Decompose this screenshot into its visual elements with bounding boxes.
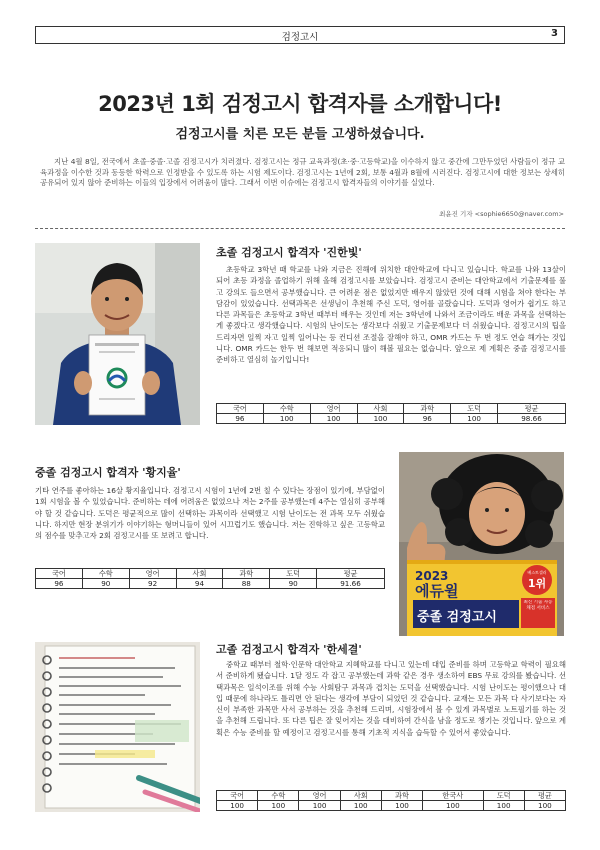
score-table-value-row [36, 579, 385, 589]
byline: 최윤진 기자 <sophie6650@naver.com> [439, 210, 564, 218]
score-header-cell: 한국사 [423, 791, 483, 801]
score-value-cell: 100 [310, 414, 357, 424]
score-value-cell: 100 [263, 414, 310, 424]
score-value-cell: 100 [451, 414, 498, 424]
score-value-cell: 100 [423, 801, 483, 811]
score-header-cell: 도덕 [270, 569, 317, 579]
section-divider [35, 228, 565, 229]
book-brand: 에듀윌 [415, 582, 459, 600]
badge-label: 베스트셀러 [527, 570, 547, 575]
score-header-cell: 국어 [217, 404, 264, 414]
page-header [35, 26, 565, 44]
score-table-header-row [36, 569, 385, 579]
score-table-value-row [217, 801, 566, 811]
score-value-cell: 100 [340, 801, 381, 811]
header-title: 검정고시 [281, 32, 319, 43]
score-value-cell: 91.66 [317, 579, 385, 589]
score-value-cell: 88 [223, 579, 270, 589]
photo-student-1 [35, 243, 200, 425]
score-header-cell: 사회 [340, 791, 381, 801]
photo-student-2 [399, 452, 564, 636]
score-table-header-row [217, 404, 566, 414]
score-value-cell: 98.66 [498, 414, 566, 424]
score-header-cell: 평균 [524, 791, 565, 801]
score-value-cell: 94 [176, 579, 223, 589]
score-header-cell: 사회 [176, 569, 223, 579]
badge-rank: 1위 [527, 577, 547, 590]
score-value-cell: 96 [36, 579, 83, 589]
page-number: 3 [551, 28, 558, 39]
section-title-high: 고졸 검정고시 합격자 '한세결' [216, 643, 362, 656]
score-header-cell: 수학 [263, 404, 310, 414]
score-value-cell: 96 [404, 414, 451, 424]
book-title: 중졸 검정고시 [417, 610, 497, 625]
score-header-cell: 과학 [223, 569, 270, 579]
intro-paragraph: 지난 4월 8일, 전국에서 초졸·중졸·고졸 검정고시가 치러졌다. 검정고시는 정규 교육과정(초·중·고등학교)을 이수하지 않고 중간에 그만두었던 사람들이 정규 교육과정을 이수한 것과 동등한 학력으로 인정받을 수 있도록 하는 시험 제도이다. 검정고시는 1년에 2회, 보통 4월과 8월에 시러진다. 검정고시에 대한 정보는 상세히 공유되어 있지 않아 준비하는 이들의 입장에서 어려움이 많다. 그래서 이번 이슈에는 검정고시 합격자들의 이야기를 실었다. [40, 157, 565, 188]
score-header-cell: 영어 [310, 404, 357, 414]
book-year: 2023 [415, 569, 449, 583]
score-header-cell: 과학 [404, 404, 451, 414]
section-body-elementary: 초등학교 3학년 때 학교를 나와 지금은 진해에 위치한 대안학교에 다니고 있습니다. 학교를 나와 13살이 되어 초등 과정을 졸업하기 위해 올해 검정고시를 보았습니다. 검정고시 준비는 대안학교에서 기출문제를 풀고 강의도 들으면서 공부했습니다. 큰 어려운 점은 없었지만 배우지 않았던 것에 대해 시험을 쳐야 한다는 부담감이 있었습니다. 선택과목은 선생님이 추천해 주신 도덕, 영어를 골랐습니다. 도덕과 영어가 쉽기도 하고 다른 과목들은 초등학교 3학년 때부터 배우는 것인데 저는 3학년에 나와서 조금이라도 배운 과목을 선택하는 게 좋겠다고 생각했습니다. 시험의 난이도는 생각보다 쉬웠고 기출문제보다 더 쉬웠습니다. 검정고시의 팁을 드리자면 일찍 자고 일찍 일어나는 등 컨디션 조절을 잘해야 하고, OMR 카드는 두 번 정도 연습 해가는 것입니다. OMR 카드는 한두 번 해보면 적응되니 많이 해볼 필요는 없습니다. 앞으로 제 계획은 중졸 검정고시를 준비하고 열심히 놀기입니다! [216, 265, 566, 364]
score-header-cell: 수학 [82, 569, 129, 579]
section-title-middle: 중졸 검정고시 합격자 '황지율' [35, 466, 181, 479]
score-value-cell: 100 [381, 801, 422, 811]
section-body-middle: 기타 연주를 좋아하는 16살 황지율입니다. 검정고시 시험이 1년에 2번 칠 수 있다는 장점이 있기에, 부담없이 1회 시험을 볼 수 있었습니다. 준비하는 데에 어려움은 없었으나 저는 2주를 공부했는데 4주는 열심히 공부해야 할 것 같습니다. 도덕은 평균적으로 많이 선택하는 과목이라 선택했고 시험 난이도는 전 과목 모두 쉬웠습니다. 하지만 현장 분위기가 이야기하는 형머니들이 있어 시끄럽기도 했습니다. 저는 진학하고 싶은 고등학교의 점수를 맞추고자 2회 검정고시를 또 보려고 합니다. [35, 486, 385, 540]
score-value-cell: 100 [299, 801, 340, 811]
page-subtitle: 검정고시를 치른 모든 분들 고생하셨습니다. [175, 127, 425, 142]
score-table-header-row [217, 791, 566, 801]
score-value-cell: 100 [483, 801, 524, 811]
score-header-cell: 국어 [217, 791, 258, 801]
score-value-cell: 100 [357, 414, 404, 424]
score-table-value-row [217, 414, 566, 424]
score-header-cell: 평균 [498, 404, 566, 414]
score-table-middle [35, 568, 385, 589]
score-value-cell: 100 [217, 801, 258, 811]
photo-study-notes [35, 642, 200, 812]
score-header-cell: 도덕 [451, 404, 498, 414]
page-title: 2023년 1회 검정고시 합격자를 소개합니다! [98, 92, 502, 116]
score-table-high [216, 790, 566, 811]
score-value-cell: 90 [82, 579, 129, 589]
score-value-cell: 90 [270, 579, 317, 589]
book-side-note: 최신 기출 자동 채점 서비스 [523, 600, 553, 611]
score-header-cell: 도덕 [483, 791, 524, 801]
score-header-cell: 국어 [36, 569, 83, 579]
score-value-cell: 100 [258, 801, 299, 811]
score-value-cell: 96 [217, 414, 264, 424]
section-title-elementary: 초졸 검정고시 합격자 '진한빛' [216, 246, 362, 259]
score-header-cell: 사회 [357, 404, 404, 414]
score-header-cell: 영어 [299, 791, 340, 801]
score-table-elementary [216, 403, 566, 424]
score-header-cell: 수학 [258, 791, 299, 801]
section-body-high: 중학교 때부터 철학·인문학 대안학교 지혜학교를 다니고 있는데 대입 준비를 하며 고등학교 학력이 필요해서 준비하게 됐습니다. 1달 정도 각 잡고 공부했는데 과학 같은 경우 생소하여 EBS 무료 강의를 봤습니다. 선택과목은 일석이조를 위해 수능 사회탐구 과목과 겹치는 도덕을 선택했습니다. 시험 난이도는 평이했으나 대입 때문에 하나라도 틀리면 안 된다는 생각에 부담이 되었던 것 같습니다. 교재는 모든 과목 다 사기보다는 자신이 부족한 과목만 사서 공부하는 것을 추천해 드리며, 시험장에서 볼 수 있게 과목별로 노트필기를 하는 것을 추천해 드립니다. 또 다른 팁은 잘 잊어지는 것을 대비하여 간식을 남을 정도로 챙기는 것입니다. 앞으로 계획은 수능 준비를 할 예정이고 검정고시를 통해 기초적 지식을 습득할 수 있어서 좋았습니다. [216, 660, 566, 737]
score-value-cell: 100 [524, 801, 565, 811]
score-value-cell: 92 [129, 579, 176, 589]
score-header-cell: 영어 [129, 569, 176, 579]
score-header-cell: 평균 [317, 569, 385, 579]
score-header-cell: 과학 [381, 791, 422, 801]
